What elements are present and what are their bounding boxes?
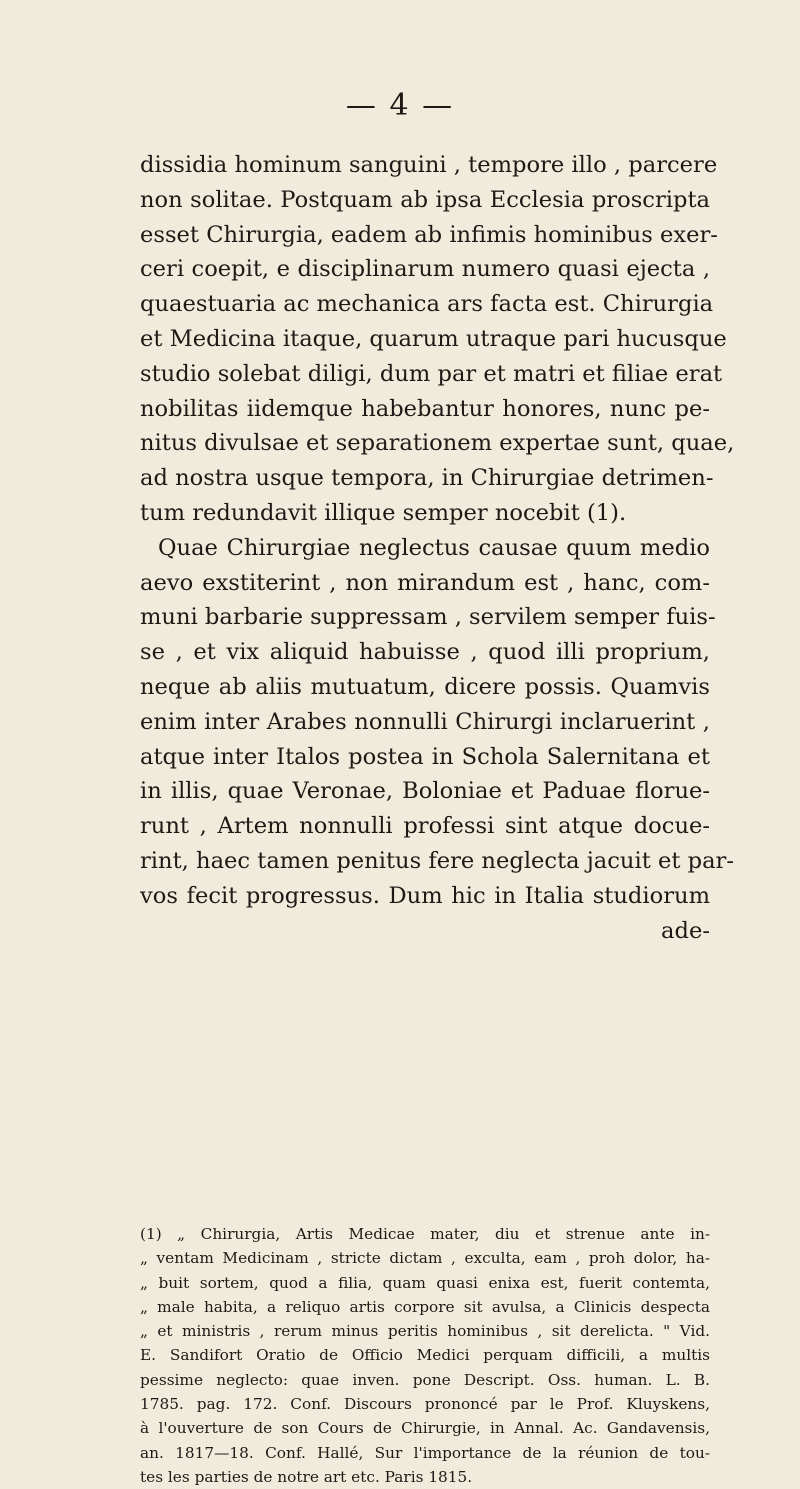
page-number: — 4 — <box>345 88 455 123</box>
text-line: in illis, quae Veronae, Boloniae et Paduae florue- <box>140 778 710 805</box>
text-line: neque ab aliis mutuatum, dicere possis. Quamvis <box>140 673 710 700</box>
text-line: runt , Artem nonnulli professi sint atque docue- <box>140 813 710 840</box>
footnote-line: 1785. pag. 172. Conf. Discours prononcé par le Prof. Kluyskens, <box>140 1395 710 1414</box>
text-line: Quae Chirurgiae neglectus causae quum medio <box>158 534 710 561</box>
footnote-line: „ buit sortem, quod a filia, quam quasi enixa est, fuerit contemta, <box>140 1273 710 1292</box>
footnote-line: „ et ministris , rerum minus peritis hominibus , sit derelicta. " Vid. <box>140 1322 710 1341</box>
text-line: aevo exstiterint , non mirandum est , hanc, com- <box>140 569 710 596</box>
text-line: non solitae. Postquam ab ipsa Ecclesia proscripta <box>140 186 710 213</box>
footnote-line: (1) „ Chirurgia, Artis Medicae mater, diu et strenue ante in- <box>140 1225 710 1243</box>
footnote-line: „ male habita, a reliquo artis corpore sit avulsa, a Clinicis despecta <box>140 1297 710 1316</box>
main-text-block <box>140 148 735 948</box>
footnote-line: à l'ouverture de son Cours de Chirurgie, in Annal. Ac. Gandavensis, <box>140 1419 710 1438</box>
text-line: nitus divulsae et separationem expertae sunt, quae, <box>140 430 735 457</box>
text-line: enim inter Arabes nonnulli Chirurgi inclaruerint , <box>140 708 710 735</box>
catchword: ade- <box>661 917 710 944</box>
text-line: ad nostra usque tempora, in Chirurgiae detrimen- <box>140 465 714 492</box>
text-line: et Medicina itaque, quarum utraque pari hucusque <box>140 325 727 352</box>
text-line: muni barbarie suppressam , servilem semper fuis- <box>140 604 716 631</box>
footnote-line: an. 1817—18. Conf. Hallé, Sur l'importance de la réunion de tou- <box>140 1443 710 1462</box>
footnote-line: tes les parties de notre art etc. Paris 1815. <box>140 1467 473 1486</box>
text-line: vos fecit progressus. Dum hic in Italia studiorum <box>140 882 710 909</box>
text-line: quaestuaria ac mechanica ars facta est. Chirurgia <box>140 291 714 318</box>
text-line: esset Chirurgia, eadem ab infimis hominibus exer- <box>140 221 718 248</box>
footnote-block <box>140 1222 710 1489</box>
text-line: tum redundavit illique semper nocebit (1). <box>140 499 627 526</box>
text-line: nobilitas iidemque habebantur honores, nunc pe- <box>140 395 710 422</box>
text-line: se , et vix aliquid habuisse , quod illi proprium, <box>140 639 710 666</box>
text-line: ceri coepit, e disciplinarum numero quasi ejecta , <box>140 256 710 283</box>
footnote-line: „ ventam Medicinam , stricte dictam , exculta, eam , proh dolor, ha- <box>140 1249 710 1268</box>
text-line: studio solebat diligi, dum par et matri et filiae erat <box>140 360 723 387</box>
text-line: dissidia hominum sanguini , tempore illo , parcere <box>140 152 718 178</box>
footnote-line: E. Sandifort Oratio de Officio Medici perquam difficili, a multis <box>140 1346 710 1365</box>
text-line: rint, haec tamen penitus fere neglecta jacuit et par- <box>140 847 734 874</box>
footnote-line: pessime neglecto: quae inven. pone Descript. Oss. human. L. B. <box>140 1370 710 1389</box>
text-line: atque inter Italos postea in Schola Salernitana et <box>140 743 710 770</box>
